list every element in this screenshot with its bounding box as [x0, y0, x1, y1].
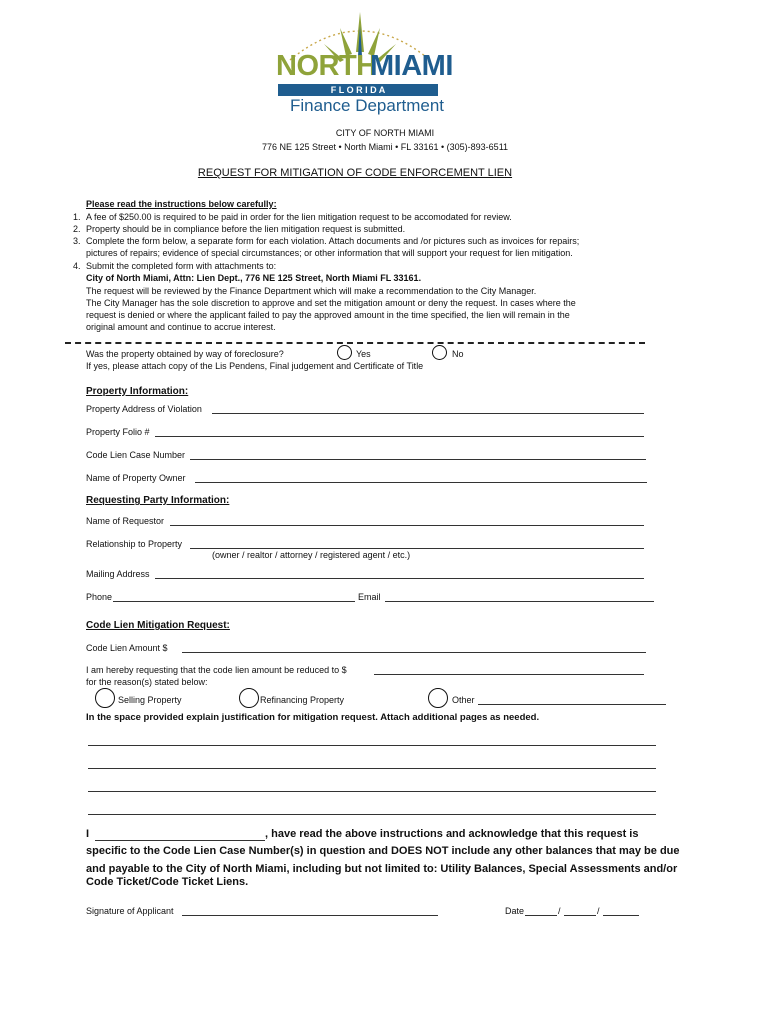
foreclosure-question: Was the property obtained by way of foreclosure? — [86, 349, 284, 359]
instruction-text: A fee of $250.00 is required to be paid in order for the lien mitigation request to be accomodated for review. — [86, 212, 512, 222]
foreclosure-yes-radio[interactable] — [337, 345, 352, 360]
review-line: The City Manager has the sole discretion to approve and set the mitigation amount or deny the request. In cases where the — [86, 298, 576, 308]
requestor-name-field[interactable] — [170, 525, 644, 526]
instruction-number: 1. — [73, 212, 81, 222]
relationship-hint: (owner / realtor / attorney / registered agent / etc.) — [212, 550, 411, 560]
review-line: The request will be reviewed by the Finance Department which will make a recommendation to the City Manager. — [86, 286, 537, 296]
relationship-field[interactable] — [190, 548, 644, 549]
explain-instruction: In the space provided explain justification for mitigation request. Attach additional pages as needed. — [86, 712, 540, 723]
property-owner-field[interactable] — [195, 482, 647, 483]
north-miami-logo — [270, 8, 453, 120]
justification-line[interactable] — [88, 745, 656, 746]
date-day-field[interactable] — [564, 915, 596, 916]
phone-label: Phone — [86, 592, 113, 602]
logo-florida: F L O R I D A — [278, 84, 438, 96]
date-label: Date — [505, 906, 525, 916]
signature-field[interactable] — [182, 915, 438, 916]
property-folio-label: Property Folio # — [86, 427, 150, 437]
case-number-label: Code Lien Case Number — [86, 450, 186, 460]
applicant-name-field[interactable] — [95, 840, 265, 841]
selling-property-radio[interactable] — [95, 688, 115, 708]
date-separator: / — [558, 906, 561, 916]
reduce-amount-field[interactable] — [374, 674, 644, 675]
divider-dashed — [65, 342, 645, 344]
instruction-text: pictures of repairs; evidence of special circumstances; or other information that will support your request for lien mitigation. — [86, 248, 573, 258]
date-year-field[interactable] — [603, 915, 639, 916]
justification-line[interactable] — [88, 814, 656, 815]
other-reason-field[interactable] — [478, 704, 666, 705]
ack-line1-prefix: I — [86, 828, 90, 840]
mitigation-heading: Code Lien Mitigation Request: — [86, 620, 230, 631]
reduce-amount-label: I am hereby requesting that the code lien amount be reduced to $ — [86, 665, 347, 675]
other-reason-label: Other — [452, 695, 475, 705]
justification-line[interactable] — [88, 768, 656, 769]
refinancing-property-radio[interactable] — [239, 688, 259, 708]
property-address-label: Property Address of Violation — [86, 404, 202, 414]
requestor-name-label: Name of Requestor — [86, 516, 165, 526]
logo-department: Finance Department — [290, 96, 445, 115]
foreclosure-note: If yes, please attach copy of the Lis Pendens, Final judgement and Certificate of Title — [86, 361, 424, 371]
ack-line2: specific to the Code Lien Case Number(s) in question and DOES NOT include any other balances that may be due — [86, 845, 680, 857]
date-separator: / — [597, 906, 600, 916]
form-title: REQUEST FOR MITIGATION OF CODE ENFORCEMENT LIEN — [197, 167, 513, 179]
foreclosure-no-radio[interactable] — [432, 345, 447, 360]
ack-line4: Code Ticket/Code Ticket Liens. — [86, 876, 249, 888]
logo-north: NORTH — [276, 50, 377, 82]
instruction-text: Complete the form below, a separate form for each violation. Attach documents and /or pictures such as invoices for repairs; — [86, 236, 580, 246]
other-reason-radio[interactable] — [428, 688, 448, 708]
lien-amount-label: Code Lien Amount $ — [86, 643, 168, 653]
review-line: original amount and continue to accrue interest. — [86, 322, 276, 332]
submit-address: City of North Miami, Attn: Lien Dept., 776 NE 125 Street, North Miami FL 33161. — [86, 273, 422, 283]
email-field[interactable] — [385, 601, 654, 602]
instruction-text: Property should be in compliance before the lien mitigation request is submitted. — [86, 224, 406, 234]
email-label: Email — [358, 592, 381, 602]
ack-line1: , have read the above instructions and acknowledge that this request is — [265, 828, 639, 840]
foreclosure-yes-label: Yes — [356, 349, 371, 359]
instruction-number: 2. — [73, 224, 81, 234]
instructions-heading: Please read the instructions below carefully: — [86, 199, 277, 209]
mailing-address-label: Mailing Address — [86, 569, 150, 579]
instruction-text: Submit the completed form with attachments to: — [86, 261, 277, 271]
instruction-number: 4. — [73, 261, 81, 271]
lien-amount-field[interactable] — [182, 652, 646, 653]
review-line: request is denied or where the applicant failed to pay the approved amount in the time specified, the lien will remain in the — [86, 310, 570, 320]
foreclosure-no-label: No — [452, 349, 464, 359]
refinancing-property-label: Refinancing Property — [260, 695, 345, 705]
property-folio-field[interactable] — [155, 436, 644, 437]
instruction-number: 3. — [73, 236, 81, 246]
city-address: 776 NE 125 Street • North Miami • FL 33161 • (305)-893-6511 — [261, 142, 509, 152]
property-heading: Property Information: — [86, 386, 189, 397]
selling-property-label: Selling Property — [118, 695, 182, 705]
case-number-field[interactable] — [190, 459, 646, 460]
relationship-label: Relationship to Property — [86, 539, 183, 549]
requesting-heading: Requesting Party Information: — [86, 495, 230, 506]
city-name: CITY OF NORTH MIAMI — [335, 128, 435, 138]
reason-label: for the reason(s) stated below: — [86, 677, 208, 687]
date-month-field[interactable] — [525, 915, 557, 916]
mailing-address-field[interactable] — [155, 578, 644, 579]
property-owner-label: Name of Property Owner — [86, 473, 186, 483]
logo-miami: MIAMI — [370, 50, 453, 82]
property-address-field[interactable] — [212, 413, 644, 414]
signature-label: Signature of Applicant — [86, 906, 174, 916]
justification-line[interactable] — [88, 791, 656, 792]
ack-line3: and payable to the City of North Miami, including but not limited to: Utility Balances, Special Assessments and/or — [86, 863, 678, 875]
phone-field[interactable] — [113, 601, 355, 602]
